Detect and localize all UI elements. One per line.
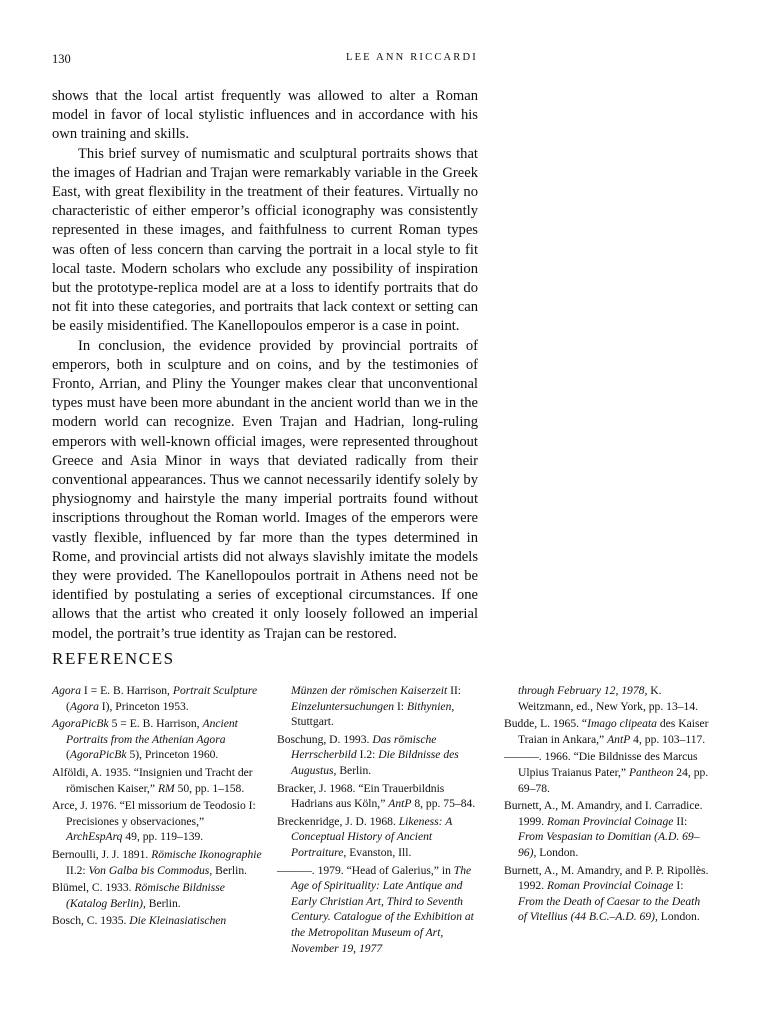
reference-entry: Bernoulli, J. J. 1891. Römische Ikonographie II.2: Von Galba bis Commodus, Berlin. [52,847,262,877]
reference-entry-continued: Münzen der römischen Kaiserzeit II: Einzeluntersuchungen I: Bithynien, Stuttgart. [291,684,462,729]
paragraph: In conclusion, the evidence provided by provincial portraits of emperors, both in sculpture and on coins, and by the testimonies of Fronto, Arrian, and Pliny the Younger makes clear that unconventional types must have been more abundant in the ancient world than we in the modern world can recognize. Even Trajan and Hadrian, long-ruling emperors with well-known official images, were represented throughout Greece and Asia Minor in ways that deviated radically from their conventional appearances. Thus we cannot necessarily identify solely by physiognomy and hairstyle the many imperial portraits found without inscriptions throughout the Roman world. Images of the emperors were vastly flexible, influenced by far more than the types determined in Rome, and provincial artists did not always slavishly imitate the models they were provided. The Kanellopoulos portrait in Athens need not be identified by postulating a series of exceptional circumstances. If one allows that the artist who created it only loosely followed an imperial model, the portrait’s true identity as Trajan can be restored. [52,337,478,642]
reference-entry: Boschung, D. 1993. Das römische Herrscherbild I.2: Die Bildnisse des Augustus, Berlin. [277,732,459,777]
paragraph: This brief survey of numismatic and sculptural portraits shows that the images of Hadrian and Trajan were remarkably variable in the Greek East, with great flexibility in the treatment of their features. Virtually no characteristic of either emperor’s official iconography was consistently represented in these images, and faithfulness to current Roman types was often of less concern than carving the portrait in a local style to fit local taste. Modern scholars who exclude any possibility of inspiration but the prototype-replica model are at a loss to identify portraits that do not fit into these categories, and portraits that lack context or setting can be easily misidentified. The Kanellopoulos emperor is a case in point. [52,145,478,335]
reference-entry: Burnett, A., M. Amandry, and I. Carradice. 1999. Roman Provincial Coinage II: From Vespasian to Domitian (A.D. 69–96), London. [504,799,703,859]
references-column-3 [504,683,710,927]
page-header [52,52,478,68]
reference-entry: Burnett, A., M. Amandry, and P. P. Ripollès. 1992. Roman Provincial Coinage I: From the Death of Caesar to the Death of Vitellius (44 B.C.–A.D. 69), London. [504,863,709,924]
page-number: 130 [52,52,71,66]
reference-entry: Budde, L. 1965. “Imago clipeata des Kaiser Traian in Ankara,” AntP 4, pp. 103–117. [504,717,709,746]
references-heading: REFERENCES [52,649,175,668]
reference-entry: AgoraPicBk 5 = E. B. Harrison, Ancient Portraits from the Athenian Agora (AgoraPicBk 5), Princeton 1960. [52,717,238,762]
references-column-1 [52,683,262,931]
reference-entry: Breckenridge, J. D. 1968. Likeness: A Conceptual History of Ancient Portraiture, Evanston, Ill. [277,814,453,859]
paragraph: shows that the local artist frequently was allowed to alter a Roman model in favor of local stylistic influences and in accordance with his own training and skills. [52,88,478,143]
reference-entry: Agora I = E. B. Harrison, Portrait Sculpture (Agora I), Princeton 1953. [52,684,258,713]
reference-entry: Alföldi, A. 1935. “Insignien und Tracht der römischen Kaiser,” RM 50, pp. 1–158. [52,765,253,795]
references-column-2 [277,683,487,958]
reference-entry: ———. 1966. “Die Bildnisse des Marcus Ulpius Traianus Pater,” Pantheon 24, pp. 69–78. [504,750,709,795]
reference-entry: Bracker, J. 1968. “Ein Trauerbildnis Hadrians aus Köln,” AntP 8, pp. 75–84. [277,781,476,811]
reference-entry: Bosch, C. 1935. Die Kleinasiatischen [52,914,227,928]
reference-entry: Arce, J. 1976. “El missorium de Teodosio I: Precisiones y observaciones,” ArchEspArq 49, pp. 119–139. [52,799,256,844]
reference-entry: ———. 1979. “Head of Galerius,” in The Age of Spirituality: Late Antique and Early Christian Art, Third to Seventh Century. Catalogue of the Exhibition at the Metropolitan Museum of Art, November 19, 1977 [277,863,474,955]
running-head: LEE ANN RICCARDI [345,52,478,63]
reference-entry: Blümel, C. 1933. Römische Bildnisse (Katalog Berlin), Berlin. [52,881,225,910]
body-text [52,87,478,644]
reference-entry-continued: through February 12, 1978, K. Weitzmann, ed., New York, pp. 13–14. [518,684,699,713]
